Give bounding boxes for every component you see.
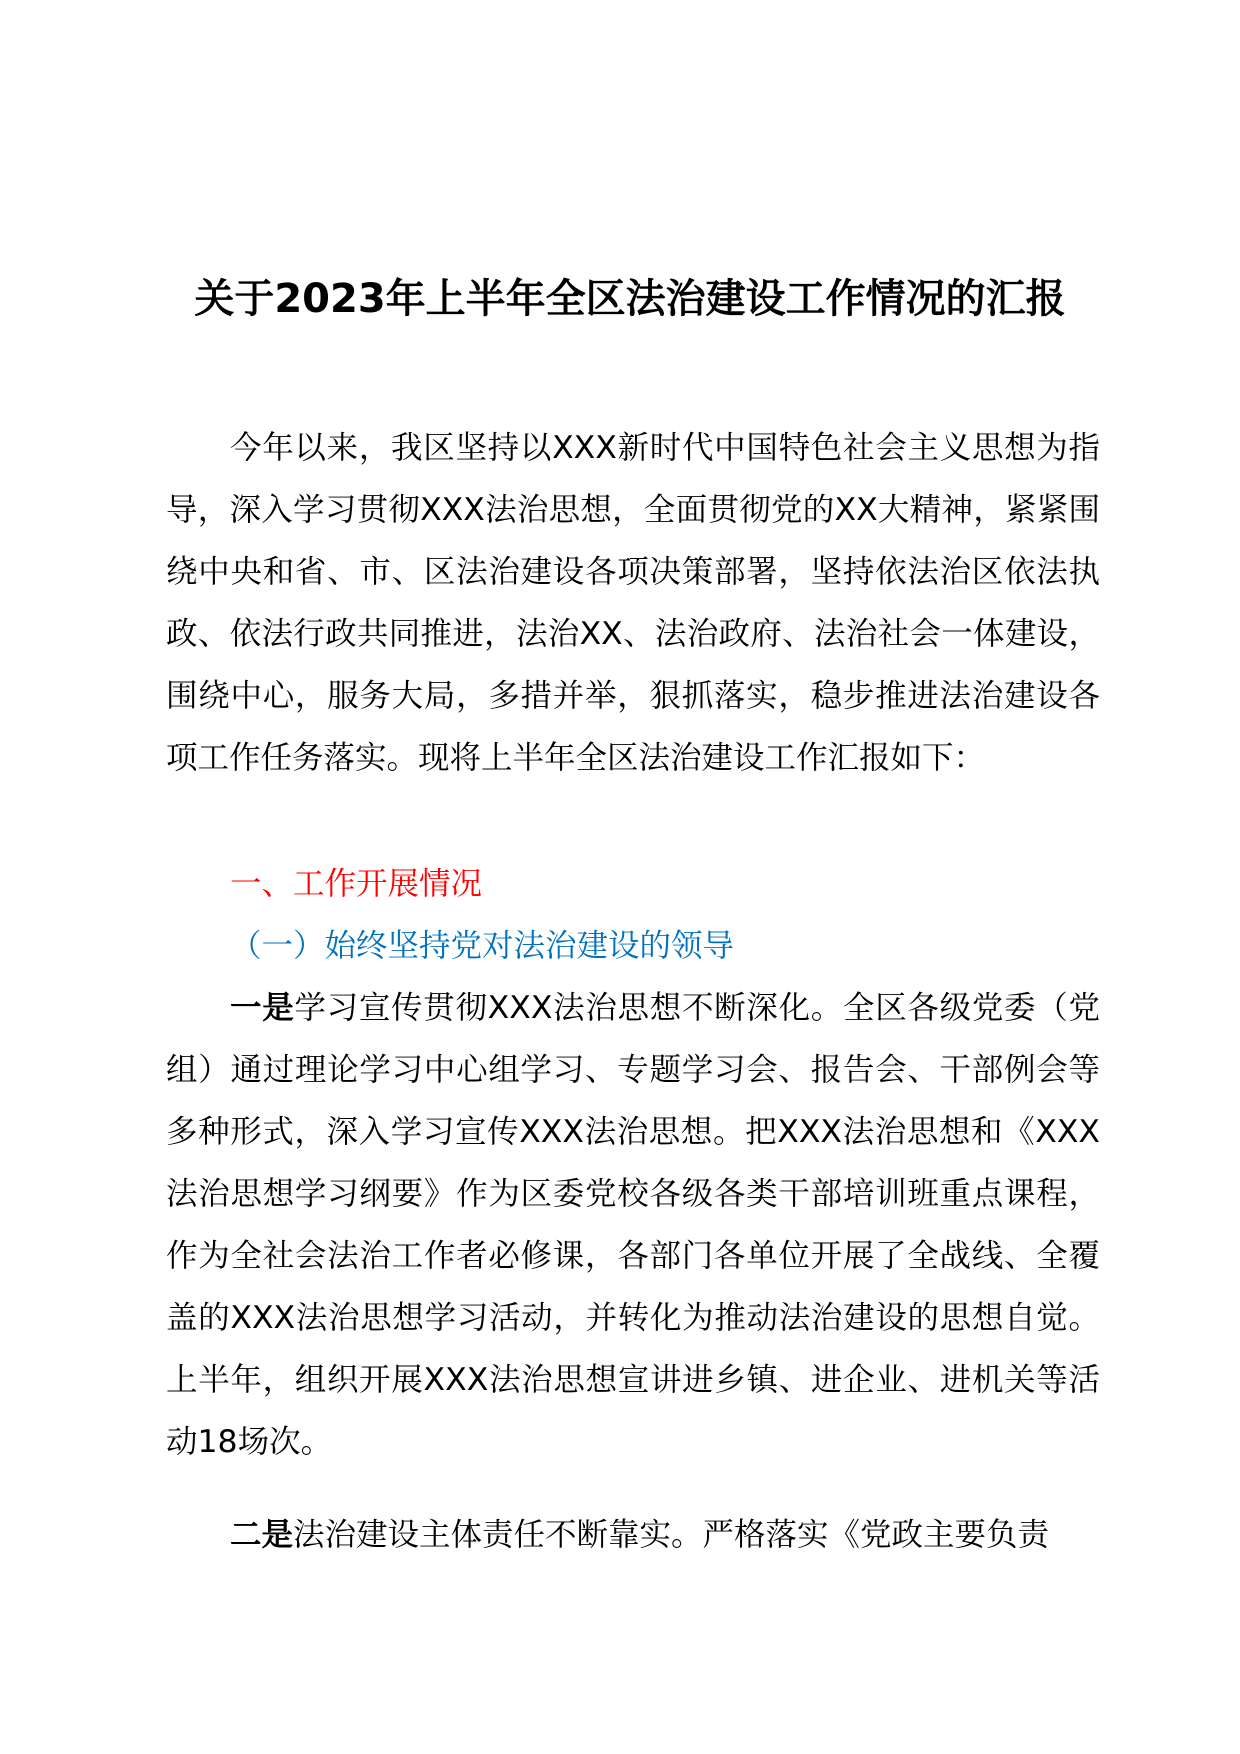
- point-one-lead: 一是: [230, 990, 295, 1026]
- subsection-heading: （一）始终坚持党对法治建设的领导: [230, 928, 735, 964]
- point-two-paragraph: [166, 1504, 1100, 1566]
- point-one-text: 学习宣传贯彻XXX法治思想不断深化。全区各级党委（党组）通过理论学习中心组学习、专题学习会、报告会、干部例会等多种形式，深入学习宣传XXX法治思想。把XXX法治思想和《XXX法治思想学习纲要》作为区委党校各级各类干部培训班重点课程，作为全社会法治工作者必修课，各部门各单位开展了全战线、全覆盖的XXX法治思想学习活动，并转化为推动法治建设的思想自觉。上半年，组织开展XXX法治思想宣讲进乡镇、进企业、进机关等活动18场次。: [166, 990, 1100, 1460]
- point-two-lead: 二是: [230, 1517, 294, 1553]
- section-heading: 一、工作开展情况: [230, 866, 483, 902]
- point-two-text: 法治建设主体责任不断靠实。严格落实《党政主要负责: [293, 1517, 1050, 1553]
- document-title: 关于2023年上半年全区法治建设工作情况的汇报: [194, 275, 1066, 322]
- point-one-paragraph: [166, 977, 1100, 1473]
- intro-paragraph: 今年以来，我区坚持以XXX新时代中国特色社会主义思想为指导，深入学习贯彻XXX法治思想，全面贯彻党的XX大精神，紧紧围绕中央和省、市、区法治建设各项决策部署，坚持依法治区依法执政、依法行政共同推进，法治XX、法治政府、法治社会一体建设，围绕中心，服务大局，多措并举，狠抓落实，稳步推进法治建设各项工作任务落实。现将上半年全区法治建设工作汇报如下：: [166, 430, 1100, 776]
